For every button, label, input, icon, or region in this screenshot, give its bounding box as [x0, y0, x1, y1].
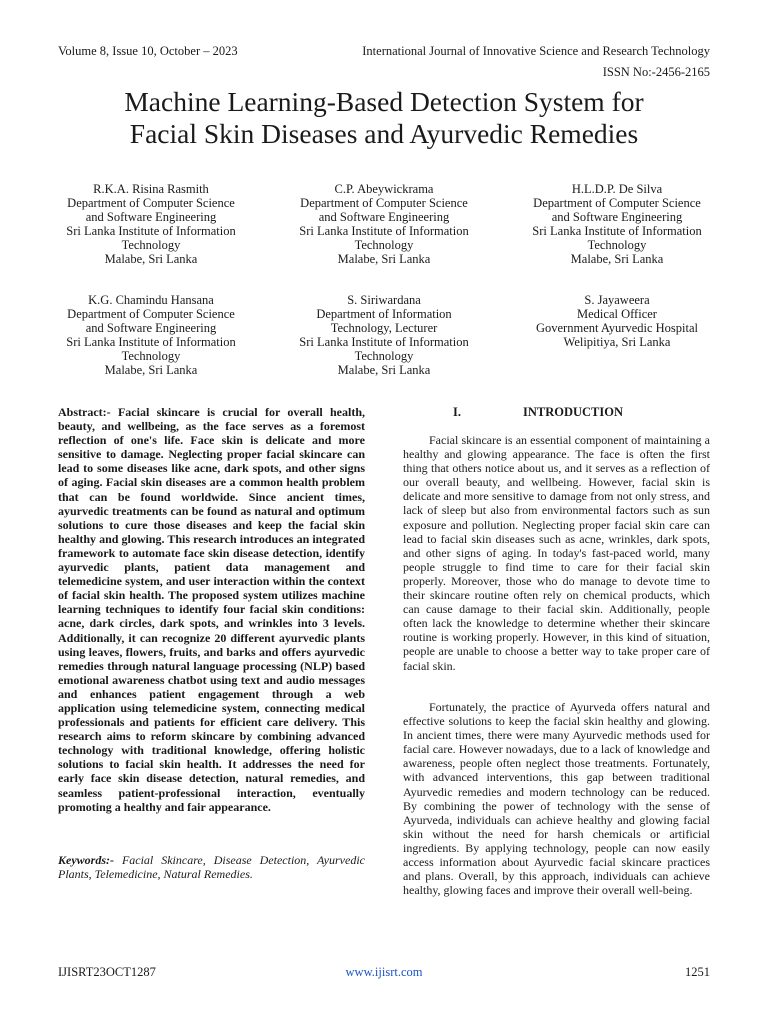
author-affiliation-line: Technology — [354, 238, 414, 252]
author-name: H.L.D.P. De Silva — [571, 182, 663, 196]
author-affiliation-line: and Software Engineering — [85, 210, 217, 224]
section-title: INTRODUCTION — [523, 405, 624, 419]
author-affiliation-line: Department of Computer Science — [300, 196, 468, 210]
keywords-text: Facial Skincare, Disease Detection, Ayurvedic Plants, Telemedicine, Natural Remedies. — [58, 853, 365, 882]
author-location: Malabe, Sri Lanka — [570, 252, 664, 266]
author-affiliation-line: Sri Lanka Institute of Information — [299, 335, 469, 349]
section-number: I. — [453, 405, 461, 419]
author-name: C.P. Abeywickrama — [334, 182, 434, 196]
author-location: Malabe, Sri Lanka — [337, 252, 431, 266]
author-location: Malabe, Sri Lanka — [337, 363, 431, 377]
paper-title — [40, 86, 728, 150]
author-affiliation-line: Sri Lanka Institute of Information — [532, 224, 702, 238]
author-location: Malabe, Sri Lanka — [104, 252, 198, 266]
author-affiliation-line: Department of Computer Science — [533, 196, 701, 210]
keywords-label: Keywords:- — [58, 853, 114, 867]
author-affiliation-line: Technology — [587, 238, 647, 252]
author-block — [51, 182, 251, 266]
author-name: S. Jayaweera — [584, 293, 650, 307]
author-name: K.G. Chamindu Hansana — [88, 293, 214, 307]
author-affiliation-line: Technology — [121, 238, 181, 252]
author-name: S. Siriwardana — [347, 293, 421, 307]
author-affiliation-line: Technology — [354, 349, 414, 363]
title-line-1: Machine Learning-Based Detection System for — [124, 86, 644, 117]
author-location: Welipitiya, Sri Lanka — [563, 335, 671, 349]
author-block — [517, 182, 717, 266]
author-name: R.K.A. Risina Rasmith — [93, 182, 209, 196]
author-affiliation-line: Sri Lanka Institute of Information — [66, 335, 236, 349]
author-block — [284, 182, 484, 266]
abstract: Abstract:- Facial skincare is crucial for overall health, beauty, and wellbeing, as the face serves as a foremost reflection of one's life. Face skin is delicate and more sensitive to damage. Neglecting proper facial skincare can lead to some diseases like acne, dark spots, and other signs of aging. Facial skin diseases are a common health problem that can be found worldwide. Since ancient times, ayurvedic treatments can be found as natural and optimum solutions to cure those diseases and keep the facial skin healthy and glowing. This research introduces an integrated framework to automate face skin disease detection, identify ayurvedic plants, patient data management and telemedicine system, and user interaction within the context of facial skin health. The proposed system utilizes machine learning techniques to identify four facial skin conditions: acne, dark circles, dark spots, and wrinkles into 3 levels. Additionally, it can recognize 20 different ayurvedic plants using leaves, flowers, fruits, and barks and offers ayurvedic remedies through natural language processing (NLP) based emotional awareness chatbot using text and audio messages and enhances patient engagement through a web application using telemedicine system, connecting medical professionals and patients for efficient care delivery. This research aims to reform skincare by combining advanced technology with traditional knowledge, offering holistic solutions to facial skin health. It addresses the need for early face skin disease detection, natural remedies, and seamless patient-professional interaction, eventually promoting a healthy and fair appearance. — [58, 405, 365, 814]
author-block — [51, 293, 251, 377]
issn: ISSN No:-2456-2165 — [602, 65, 710, 79]
volume-issue: Volume 8, Issue 10, October – 2023 — [58, 44, 238, 58]
author-affiliation-line: Department of Information — [316, 307, 452, 321]
keywords — [58, 853, 365, 881]
page-number: 1251 — [685, 965, 710, 979]
author-affiliation-line: Technology — [121, 349, 181, 363]
author-affiliation-line: and Software Engineering — [318, 210, 450, 224]
author-affiliation-line: Sri Lanka Institute of Information — [299, 224, 469, 238]
journal-name: International Journal of Innovative Science and Research Technology — [362, 44, 710, 58]
author-block — [517, 293, 717, 349]
intro-paragraph-2: Fortunately, the practice of Ayurveda offers natural and effective solutions to keep the facial skin healthy and glowing. In ancient times, there were many Ayurvedic methods used for facial care. However nowadays, due to a lack of knowledge and awareness, people often neglect those treatments. Fortunately, with advanced interventions, this gap between traditional Ayurvedic remedies and modern technology can be reduced. By combining the power of technology with the sense of Ayurveda, individuals can achieve healthy and glowing facial skin without the need for harsh chemicals or artificial ingredients. By applying technology, people can now easily access information about Ayurvedic facial skincare practices and plans. Overall, by this approach, individuals can achieve healthy, glowing faces and improve their overall well-being. — [403, 700, 710, 898]
intro-paragraph-1: Facial skincare is an essential component of maintaining a healthy and glowing appearance. The face is often the first thing that others notice about us, and it serves as a reflection of our overall beauty, and wellbeing. However, facial skin is delicate and more sensitive to damage from not only stress, and lack of sleep but also from environmental factors such as sun exposure and pollution. Neglecting proper facial skin care can lead to facial skin diseases such as acne, wrinkles, dark spots, and other signs of aging. In today's fast-paced world, many people struggle to find time to care for their facial skin properly. Moreover, those who do manage to devote time to their skincare routine often rely on chemical products, which can cause damage to their facial skin. Additionally, people often lack the knowledge to determine whether their skincare routine is working properly. However, in this kind of situation, people are unable to choose a better way to take proper care of facial skin. — [403, 433, 710, 673]
journal-website-link[interactable]: www.ijisrt.com — [345, 965, 423, 979]
author-affiliation-line: and Software Engineering — [85, 321, 217, 335]
author-affiliation-line: Department of Computer Science — [67, 307, 235, 321]
author-affiliation-line: Sri Lanka Institute of Information — [66, 224, 236, 238]
title-line-2: Facial Skin Diseases and Ayurvedic Remedies — [129, 118, 639, 149]
author-affiliation-line: Medical Officer — [577, 307, 657, 321]
author-block — [284, 293, 484, 377]
author-affiliation-line: Government Ayurvedic Hospital — [535, 321, 698, 335]
author-location: Malabe, Sri Lanka — [104, 363, 198, 377]
author-affiliation-line: and Software Engineering — [551, 210, 683, 224]
author-affiliation-line: Department of Computer Science — [67, 196, 235, 210]
author-affiliation-line: Technology, Lecturer — [330, 321, 438, 335]
paper-id: IJISRT23OCT1287 — [58, 965, 156, 979]
